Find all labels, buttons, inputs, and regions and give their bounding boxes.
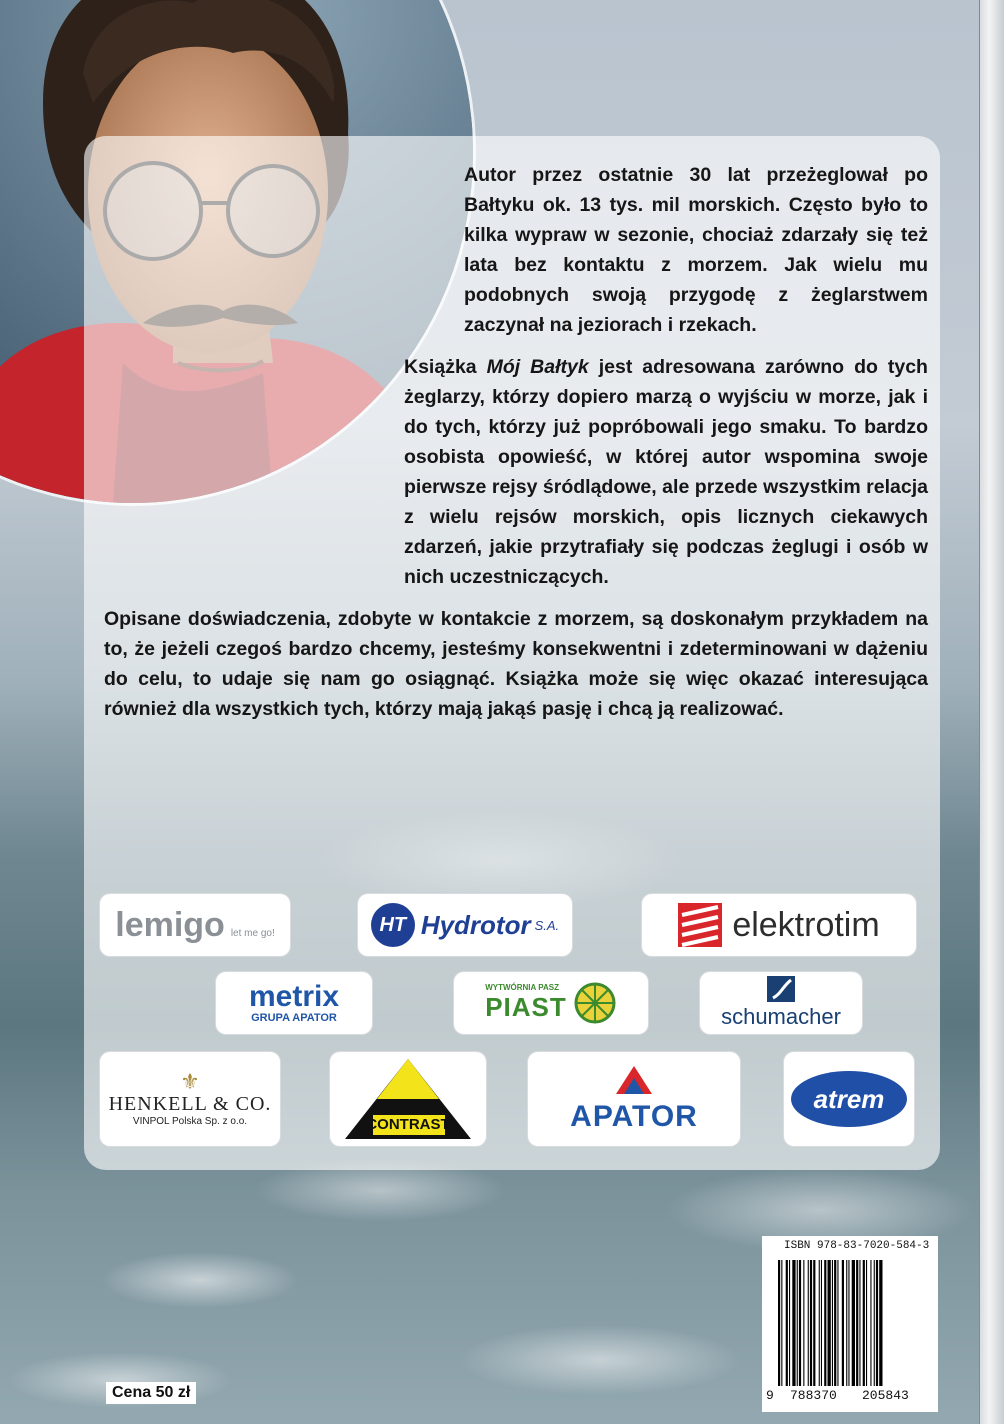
- contrast-logo: [330, 1052, 486, 1146]
- elektrotim-icon: [678, 903, 722, 947]
- barcode-bar: [879, 1260, 882, 1386]
- lemigo-wordmark: lemigo: [115, 905, 225, 944]
- isbn-barcode: [762, 1236, 938, 1412]
- fleur-de-lis-icon: ⚜: [180, 1069, 200, 1094]
- barcode-bar: [799, 1260, 801, 1386]
- metrix-wordmark: metrix: [248, 980, 340, 1013]
- barcode-bar: [803, 1260, 804, 1386]
- blurb: [104, 160, 928, 736]
- barcode-bar: [842, 1260, 844, 1386]
- atrem-logo: [784, 1052, 914, 1146]
- barcode-bar: [876, 1260, 878, 1386]
- barcode-bar: [792, 1260, 795, 1386]
- barcode-bar: [810, 1260, 812, 1386]
- barcode-right-digits: 205843: [862, 1388, 909, 1403]
- apator-logo: [528, 1052, 740, 1146]
- barcode-bar: [834, 1260, 836, 1386]
- barcode-bar: [848, 1260, 849, 1386]
- hydrotor-suffix: S.A.: [534, 917, 560, 933]
- blurb-p2-before: Książka: [404, 356, 487, 378]
- barcode-bar: [852, 1260, 855, 1386]
- barcode-bar: [856, 1260, 858, 1386]
- barcode-bar: [874, 1260, 875, 1386]
- metrix-logo: [216, 972, 372, 1034]
- henkell-subtitle: VINPOL Polska Sp. z o.o.: [132, 1116, 248, 1127]
- blurb-paragraph-3: Opisane doświadczenia, zdobyte w kontakcie z morzem, są doskonałym przykładem na to, że jeżeli czegoś bardzo chcemy, jesteśmy konsekwentni i zdeterminowani w dążeniu do celu, to udaje się nam go osiągnąć. Książka może się więc okazać interesująca również dla wszystkich tych, którzy mają jakąś pasję i chcą ją realizować.: [104, 608, 928, 720]
- barcode-bar: [813, 1260, 815, 1386]
- barcode-bar: [821, 1260, 822, 1386]
- schumacher-wordmark: schumacher: [721, 1004, 841, 1029]
- atrem-wordmark: atrem: [813, 1083, 885, 1114]
- barcode-bar: [859, 1260, 860, 1386]
- piast-wordmark: PIAST: [485, 992, 567, 1022]
- barcode-bar: [819, 1260, 820, 1386]
- barcode-lead-digit: 9: [766, 1388, 774, 1403]
- barcode-left-digits: 788370: [790, 1388, 837, 1403]
- barcode-bar: [781, 1260, 782, 1386]
- piast-top-label: WYTWÓRNIA PASZ: [485, 983, 559, 992]
- price-label: Cena 50 zł: [106, 1382, 196, 1404]
- barcode-bar: [837, 1260, 838, 1386]
- piast-wheel-icon: [573, 981, 617, 1025]
- barcode-bar: [786, 1260, 788, 1386]
- blurb-paragraph-2: [104, 352, 928, 592]
- piast-text: [485, 983, 567, 1023]
- schumacher-logo: [700, 972, 862, 1034]
- barcode-bar: [863, 1260, 865, 1386]
- lemigo-tagline: let me go!: [230, 927, 275, 939]
- henkell-logo: [100, 1052, 280, 1146]
- barcode-bar: [778, 1260, 780, 1386]
- hydrotor-logo: [358, 894, 572, 956]
- atrem-ellipse: [791, 1071, 907, 1127]
- hydrotor-wordmark: Hydrotor: [420, 909, 531, 940]
- apator-icon: [612, 1064, 656, 1100]
- barcode-bar: [797, 1260, 798, 1386]
- lemigo-logo: [100, 894, 290, 956]
- henkell-wordmark: HENKELL & CO.: [108, 1093, 272, 1115]
- barcode-bars: [778, 1260, 928, 1386]
- hydrotor-mark: [371, 903, 415, 947]
- piast-logo: [454, 972, 648, 1034]
- barcode-bar: [846, 1260, 847, 1386]
- blurb-paragraph-1: Autor przez ostatnie 30 lat przeżeglował po Bałtyku ok. 13 tys. mil morskich. Często było to kilka wypraw w sezonie, chociaż zdarzały się też lata bez kontaktu z morzem. Jak wielu mu podobnych swoją przygodę z żeglarstwem zaczynał na jeziorach i rzekach.: [464, 164, 928, 336]
- barcode-bar: [832, 1260, 833, 1386]
- schumacher-icon: [761, 976, 801, 1004]
- barcode-bar: [828, 1260, 831, 1386]
- isbn-label: ISBN 978-83-7020-584-3: [784, 1240, 930, 1252]
- book-title: Mój Bałtyk: [486, 356, 589, 378]
- hydrotor-mark-text: HT: [379, 914, 407, 936]
- apator-wordmark: APATOR: [570, 1100, 698, 1133]
- cover-spine-edge: [979, 0, 1004, 1424]
- contrast-wordmark: CONTRAST: [366, 1116, 450, 1133]
- barcode-bar: [808, 1260, 809, 1386]
- barcode-bar: [866, 1260, 867, 1386]
- elektrotim-logo: [642, 894, 916, 956]
- blurb-p2-after: jest adresowana zarówno do tych żeglarzy, którzy dopiero marzą o wyjściu w morze, jak i do tych, którzy już popróbowali jego smaku. To bardzo osobista opowieść, w której autor wspomina swoje pierwsze rejsy śródlądowe, ale przede wszystkim relacja z wielu rejsów morskich, opis licznych ciekawych zdarzeń, jakie przytrafiały się podczas żeglugi i osób w nich uczestniczących.: [404, 356, 928, 588]
- barcode-bar: [870, 1260, 871, 1386]
- barcode-bar: [824, 1260, 826, 1386]
- metrix-subtitle: GRUPA APATOR: [251, 1012, 337, 1024]
- elektrotim-wordmark: elektrotim: [732, 905, 880, 944]
- barcode-bar: [789, 1260, 790, 1386]
